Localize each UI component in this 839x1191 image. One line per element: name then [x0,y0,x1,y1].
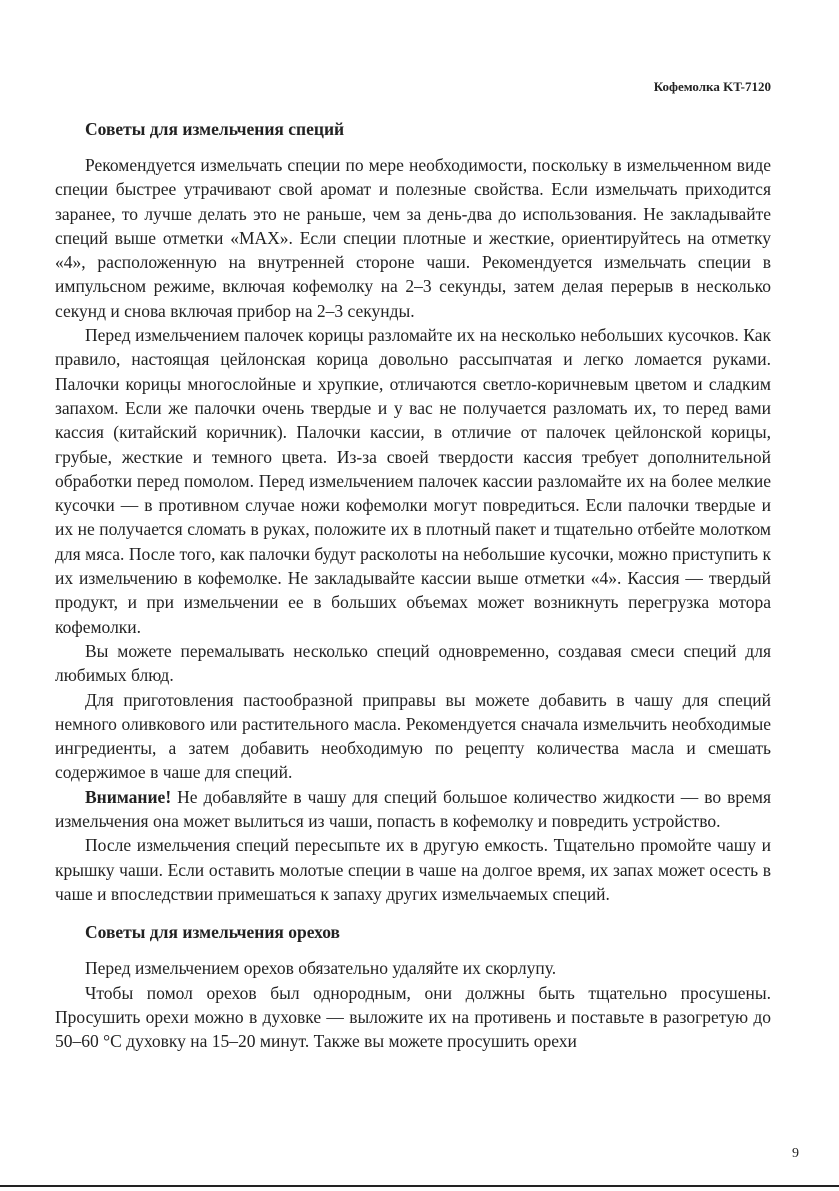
warning-paragraph [55,785,771,834]
page-number: 9 [792,1146,799,1161]
section-heading-nuts: Советы для измельчения орехов [85,922,341,943]
warning-label: Внимание! [85,786,172,807]
paragraph: Чтобы помол орехов был однородным, они должны быть тщательно просушены. Просушить орехи можно в духовке — выложите их на противень и поставьте в разогретую до 50–60 °С духовку на 15–20 минут. Также вы можете просушить орехи [55,982,771,1052]
warning-text: Не добавляйте в чашу для специй большое количество жидкости — во время измельчения она может вылиться из чаши, попасть в кофемолку и повредить устройство. [55,786,771,832]
running-header: Кофемолка KT-7120 [653,79,771,94]
section-heading-spices: Советы для измельчения специй [85,119,345,139]
paragraph: После измельчения специй пересыпьте их в другую емкость. Тщательно промойте чашу и крышку чаши. Если оставить молотые специи в чаше на долгое время, их запах может осесть в чаше и впоследствии примешаться к запаху других измельчаемых специй. [55,835,771,904]
paragraph: Для приготовления пастообразной приправы вы можете добавить в чашу для специй немного оливкового или растительного масла. Рекомендуется сначала измельчить необходимые ингредиенты, а затем добавить необходимую по рецепту количества масла и смешать содержимое в чаше для специй. [55,689,771,783]
paragraph: Вы можете перемалывать несколько специй одновременно, создавая смеси специй для любимых блюд. [55,640,771,686]
bottom-rule [0,1185,839,1187]
paragraph: Рекомендуется измельчать специи по мере необходимости, поскольку в измельченном виде специи быстрее утрачивают свой аромат и полезные свойства. Если измельчать приходится заранее, то лучше делать это не раньше, чем за день-два до использования. Не закладывайте специй выше отметки «MAX». Если специи плотные и жесткие, ориентируйтесь на отметку «4», расположенную на внутренней стороне чаши. Рекомендуется измельчать специи в импульсном режиме, включая кофемолку на 2–3 секунды, затем делая перерыв в несколько секунд и снова включая прибор на 2–3 секунды. [55,155,771,321]
paragraph: Перед измельчением палочек корицы разломайте их на несколько небольших кусочков. Как правило, настоящая цейлонская корица довольно рассыпчатая и легко ломается руками. Палочки корицы многослойные и хрупкие, отличаются светло-коричневым цветом и сладким запахом. Если же палочки очень твердые и у вас не получается разломать их, то перед вами кассия (китайский коричник). Палочки кассии, в отличие от палочек цейлонской корицы, грубые, жесткие и темного цвета. Из-за своей твердости кассия требует дополнительной обработки перед помолом. Перед измельчением палочек кассии разломайте их на более мелкие кусочки — в противном случае ножи кофемолки могут повредиться. Если палочки твердые и их не получается сломать в руках, положите их в плотный пакет и тщательно отбейте молотком для мяса. После того, как палочки будут расколоты на небольшие кусочки, можно приступить к их измельчению в кофемолке. Не закладывайте кассии выше отметки «4». Кассия — твердый продукт, и при измельчении ее в больших объемах может возникнуть перегрузка мотора кофемолки. [55,325,771,637]
paragraph: Перед измельчением орехов обязательно удаляйте их скорлупу. [85,958,557,979]
page-content [55,117,771,1053]
